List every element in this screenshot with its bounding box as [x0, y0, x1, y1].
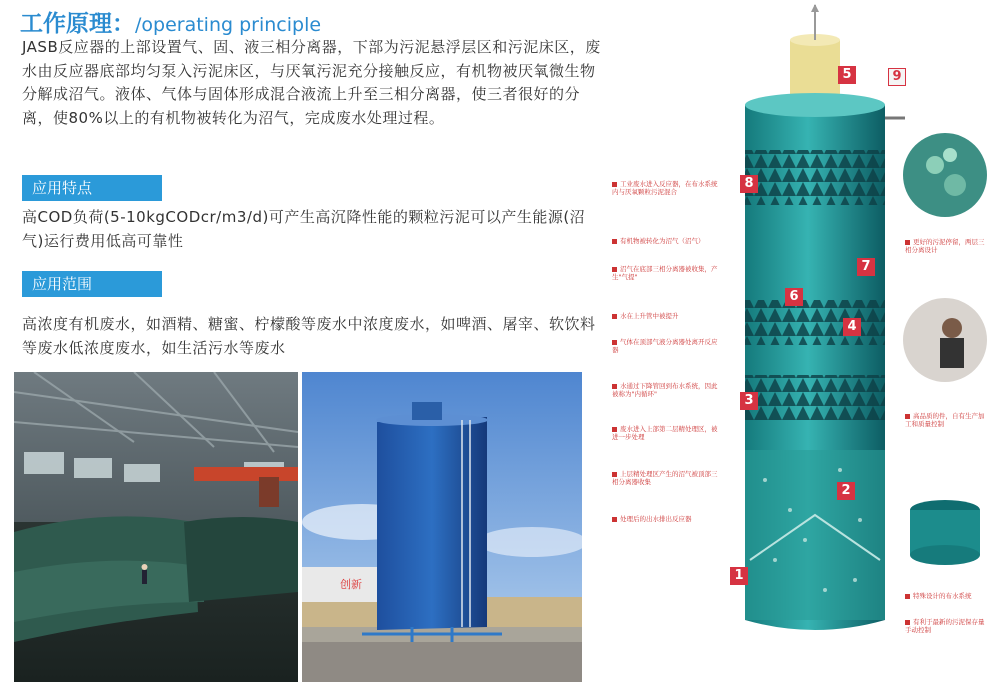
scope-label: 应用范围: [22, 271, 162, 297]
legend-item: 工业废水进入反应器，在布水系统内与厌氧颗粒污泥混合: [612, 180, 718, 196]
legend-item: 上层精处理区产生的沼气被顶部三相分离器收集: [612, 470, 718, 486]
note-item: 高品质的件，自有生产加工和质量控制: [905, 412, 985, 428]
note-item: 特殊设计的布水系统: [905, 592, 985, 600]
principle-text: JASB反应器的上部设置气、固、液三相分离器，下部为污泥悬浮层区和污泥床区，废水由反应器底部均匀泵入污泥床区，与厌氧污泥充分接触反应，有机物被厌氧微生物分解成沼气。液体、气体与固体形成混合液流上升至三相分离器，使三者很好的分离，使80%以上的有机物被转化为沼气，完成废水处理过程。: [22, 38, 601, 127]
legend-item: 废水进入上部第二层精处理区，被进一步处理: [612, 425, 718, 441]
marker-8: 8: [740, 175, 758, 193]
marker-7: 7: [857, 258, 875, 276]
title-en: /operating principle: [135, 14, 322, 36]
legend-item: 处理后的出水排出反应器: [612, 515, 722, 523]
legend-item: 水通过下降管回到布水系统，因此被称为"内循环": [612, 382, 718, 398]
plant-sign: 创新: [340, 578, 362, 591]
marker-2: 2: [837, 482, 855, 500]
features-text: 高COD负荷(5-10kgCODcr/m3/d)可产生高沉降性能的颗粒污泥可以产生能源(沼气)运行费用低高可靠性: [22, 208, 586, 250]
marker-3: 3: [740, 392, 758, 410]
features-label: 应用特点: [22, 175, 162, 201]
marker-4: 4: [843, 318, 861, 336]
factory-interior-photo: [14, 372, 298, 682]
reactor-diagram: [600, 0, 1000, 695]
marker-6: 6: [785, 288, 803, 306]
legend-item: 水在上升管中被提升: [612, 312, 722, 320]
marker-1: 1: [730, 567, 748, 585]
note-item: 更好的污泥停留，两层三相分离设计: [905, 238, 985, 254]
title-cn: 工作原理：: [20, 11, 135, 37]
legend-item: 有机物被转化为沼气（沼气）: [612, 237, 722, 245]
marker-9: 9: [888, 68, 906, 86]
page-title: [20, 5, 321, 38]
marker-5: 5: [838, 66, 856, 84]
note-item: 有利于最新的污泥保存量手动控制: [905, 618, 985, 634]
legend-item: 气体在顶部气液分离器处离开反应器: [612, 338, 718, 354]
legend-item: 沼气在底部三相分离器被收集，产生"气提": [612, 265, 718, 281]
scope-text: 高浓度有机废水，如酒精、糖蜜、柠檬酸等废水中浓度废水，如啤酒、屠宰、软饮料等废水低浓度废水，如生活污水等废水: [22, 315, 596, 357]
blue-tower-photo: [302, 372, 582, 682]
